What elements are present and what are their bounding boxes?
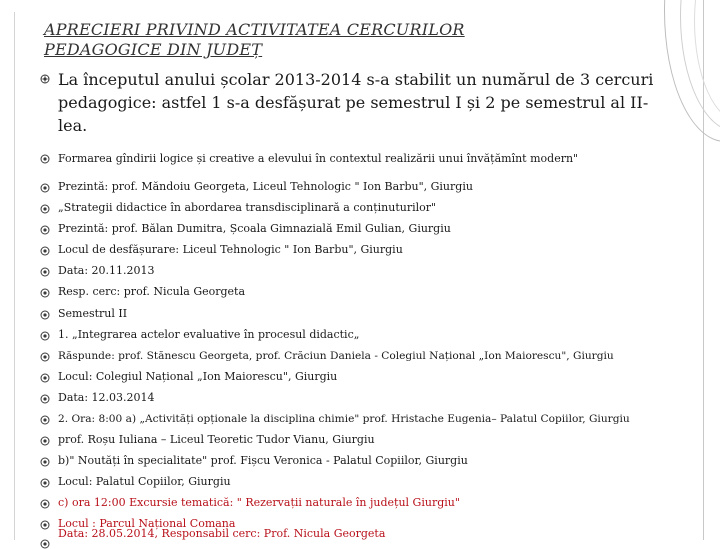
flower-bullet-icon <box>40 288 50 298</box>
flower-bullet-icon <box>40 539 50 549</box>
intro-paragraph: La începutul anului școlar 2013-2014 s-a stabilit un numărul de 3 cercuri pedagogice: astfel 1 s-a desfășurat pe semestrul I și 2 pe semestrul al II-lea. <box>58 70 654 135</box>
flower-bullet-icon <box>40 415 50 425</box>
list-item: Răspunde: prof. Stănescu Georgeta, prof. Crăciun Daniela - Colegiul Național „Ion Maiorescu", Giurgiu <box>58 350 614 362</box>
flower-bullet-icon <box>40 225 50 235</box>
flower-bullet-icon <box>40 520 50 530</box>
list-item-highlight: c) ora 12:00 Excursie tematică: " Rezervații naturale în județul Giurgiu" <box>58 496 460 509</box>
semester-heading: Semestrul II <box>58 307 128 320</box>
list-item: Formarea gîndirii logice și creative a elevului în contextul realizării unui învățămînt modern" <box>58 152 579 165</box>
list-item: „Strategii didactice în abordarea transdisciplinară a conținuturilor" <box>58 201 437 214</box>
list-item: Resp. cerc: prof. Nicula Georgeta <box>58 285 246 298</box>
title-line-1: APRECIERI PRIVIND ACTIVITATEA CERCURILOR <box>44 20 465 39</box>
flower-bullet-icon <box>40 478 50 488</box>
flower-bullet-icon <box>40 352 50 362</box>
flower-bullet-icon <box>40 183 50 193</box>
list-item: Data: 20.11.2013 <box>58 264 155 277</box>
flower-bullet-icon <box>40 204 50 214</box>
list-item: Locul de desfășurare: Liceul Tehnologic " Ion Barbu", Giurgiu <box>58 243 403 256</box>
flower-bullet-icon <box>40 436 50 446</box>
list-item: Data: 12.03.2014 <box>58 391 155 404</box>
list-item-highlight: Data: 28.05.2014, Responsabil cerc: Prof. Nicula Georgeta <box>58 527 386 540</box>
flower-bullet-icon <box>40 457 50 467</box>
list-item: Locul: Colegiul Național „Ion Maiorescu", Giurgiu <box>58 370 338 383</box>
flower-bullet-icon <box>40 331 50 341</box>
title-line-2: PEDAGOGICE DIN JUDEȚ <box>44 40 263 59</box>
flower-bullet-icon <box>40 373 50 383</box>
list-item: Locul: Palatul Copiilor, Giurgiu <box>58 475 231 488</box>
list-item-highlight: Locul : Parcul Național Comana <box>58 517 236 530</box>
list-item: prof. Roșu Iuliana – Liceul Teoretic Tudor Vianu, Giurgiu <box>58 433 375 446</box>
flower-bullet-icon <box>40 499 50 509</box>
slide-title <box>44 20 465 60</box>
flower-bullet-icon <box>40 267 50 277</box>
flower-bullet-icon <box>40 394 50 404</box>
list-item: 2. Ora: 8:00 a) „Activități opționale la disciplina chimie" prof. Hristache Eugenia– Palatul Copiilor, Giurgiu <box>58 413 630 425</box>
list-item: 1. „Integrarea actelor evaluative în procesul didactic„ <box>58 328 360 341</box>
list-item: b)" Noutăți în specialitate" prof. Fișcu Veronica - Palatul Copiilor, Giurgiu <box>58 454 468 467</box>
list-item: Prezintă: prof. Măndoiu Georgeta, Liceul Tehnologic " Ion Barbu", Giurgiu <box>58 180 473 193</box>
corner-ornament <box>654 0 720 200</box>
flower-bullet-icon <box>40 154 50 164</box>
flower-bullet-icon <box>40 246 50 256</box>
flower-bullet-icon <box>40 74 50 84</box>
list-item: Prezintă: prof. Bălan Dumitra, Școala Gimnazială Emil Gulian, Giurgiu <box>58 222 451 235</box>
flower-bullet-icon <box>40 310 50 320</box>
slide-frame-left <box>14 12 15 540</box>
